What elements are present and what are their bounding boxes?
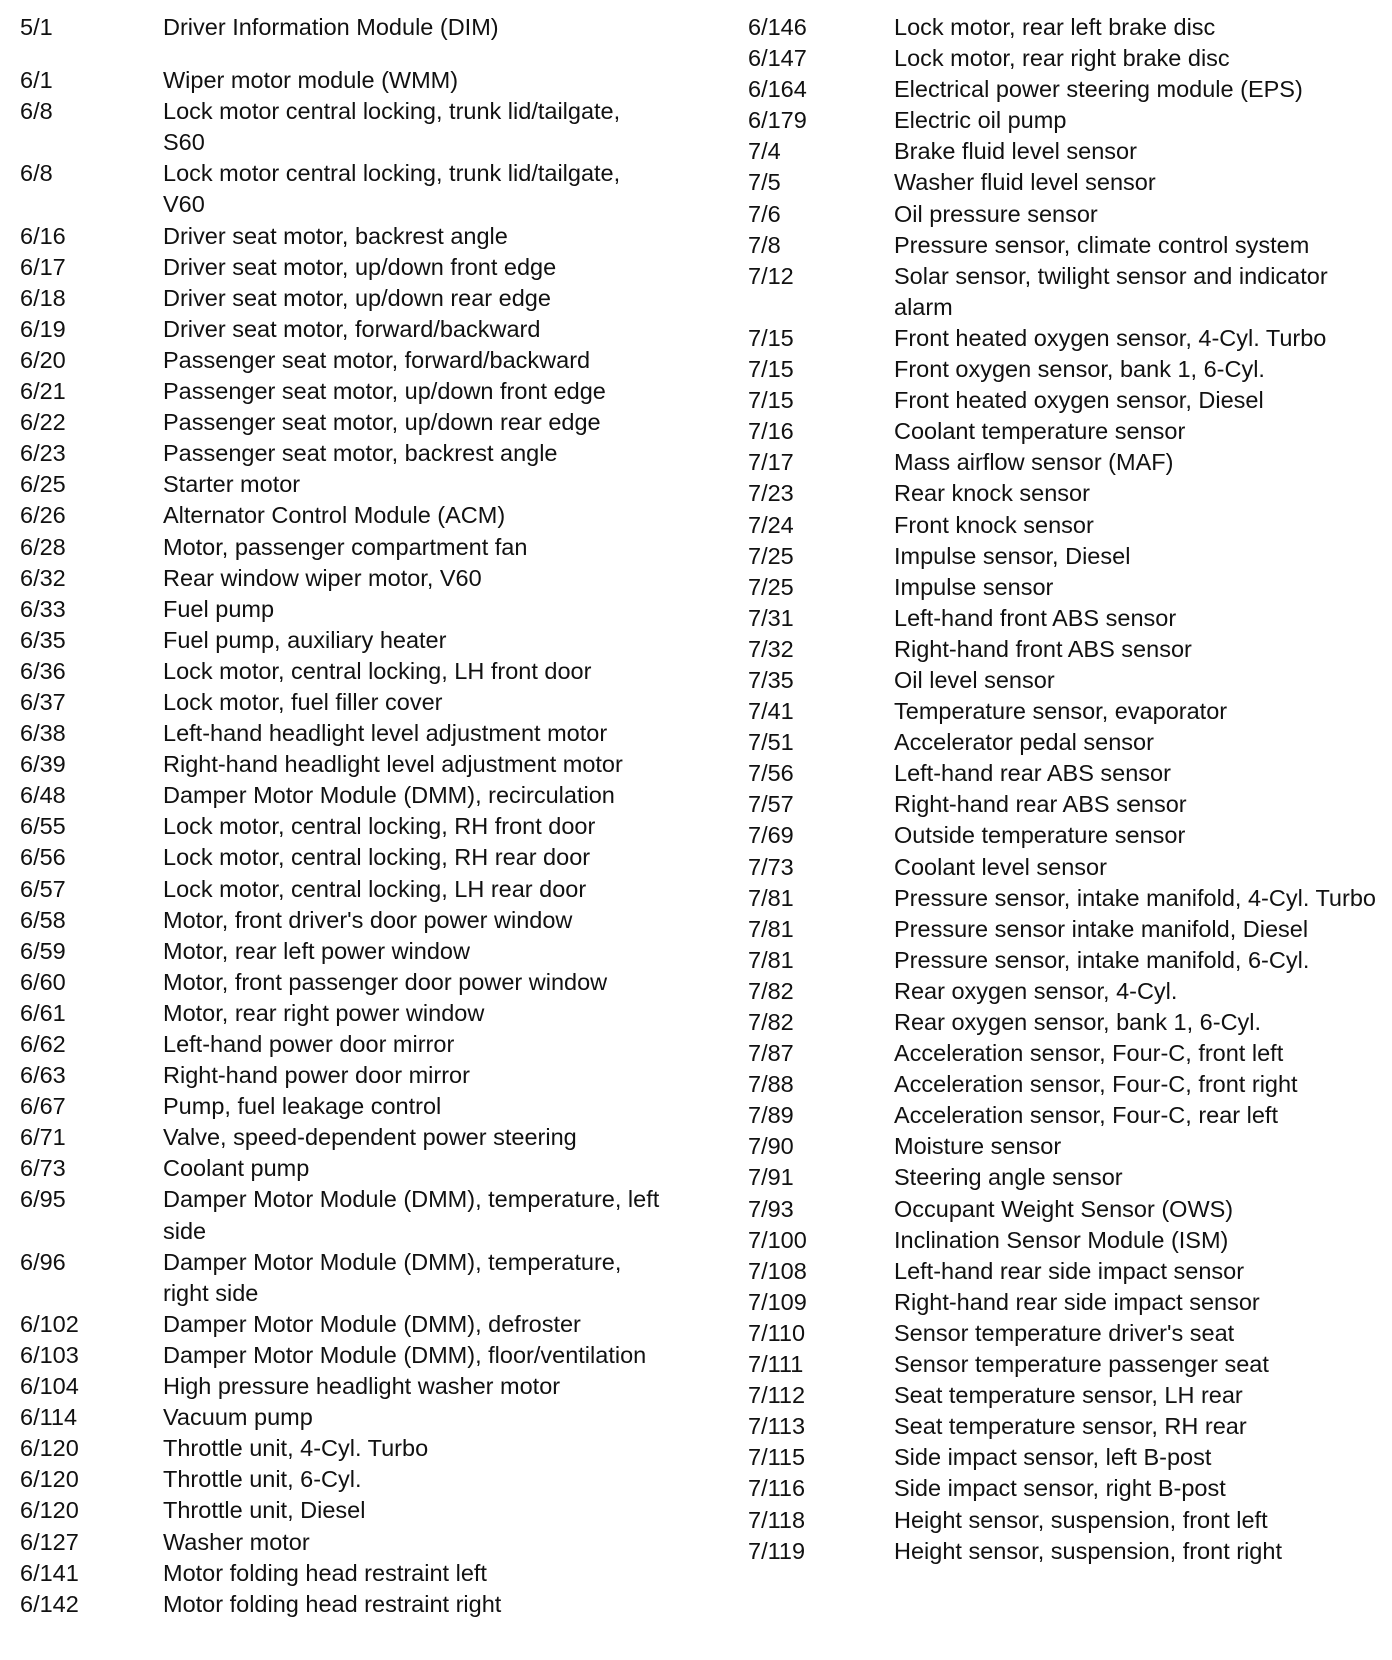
component-row <box>748 1411 1388 1442</box>
component-row <box>20 656 680 687</box>
component-description: Alternator Control Module (ACM) <box>163 502 506 529</box>
component-code: 6/62 <box>20 1031 66 1057</box>
component-description: Left-hand rear ABS sensor <box>894 760 1171 787</box>
component-code: 7/23 <box>748 480 794 507</box>
component-code: 7/15 <box>748 356 794 383</box>
component-row <box>20 998 680 1029</box>
component-row <box>748 230 1388 261</box>
component-description: Inclination Sensor Module (ISM) <box>894 1226 1229 1253</box>
component-description: Left-hand headlight level adjustment motor <box>163 720 608 747</box>
component-description: Lock motor central locking, trunk lid/tailgate, V60 <box>163 160 621 218</box>
component-description: Steering angle sensor <box>894 1164 1123 1191</box>
component-code: 6/8 <box>20 98 53 125</box>
component-code: 7/87 <box>748 1040 794 1067</box>
component-row <box>20 749 680 780</box>
component-code: 6/33 <box>20 595 66 622</box>
component-code: 7/112 <box>748 1382 806 1409</box>
component-description: Outside temperature sensor <box>894 822 1186 849</box>
component-code: 6/179 <box>748 107 807 134</box>
component-description: Washer motor <box>163 1528 310 1555</box>
component-row <box>748 1442 1388 1473</box>
component-code: 7/16 <box>748 418 794 445</box>
component-code: 6/57 <box>20 875 66 902</box>
component-code: 7/17 <box>748 449 794 476</box>
component-description: Driver seat motor, up/down rear edge <box>163 284 551 311</box>
component-description: Valve, speed-dependent power steering <box>163 1124 577 1151</box>
component-description: Vacuum pump <box>163 1404 313 1431</box>
component-row <box>748 1287 1388 1318</box>
component-code: 7/15 <box>748 324 794 351</box>
component-code: 6/22 <box>20 409 66 436</box>
component-row <box>748 136 1388 167</box>
component-code: 5/1 <box>20 14 53 40</box>
component-code: 6/25 <box>20 471 66 498</box>
component-row <box>748 758 1388 789</box>
component-row <box>20 1495 680 1526</box>
component-code: 7/6 <box>748 200 781 227</box>
component-row <box>748 789 1388 820</box>
component-description: Side impact sensor, right B-post <box>894 1475 1226 1502</box>
component-row <box>20 1402 680 1433</box>
component-description: Driver seat motor, up/down front edge <box>163 253 557 280</box>
component-row <box>748 976 1388 1007</box>
component-description: Height sensor, suspension, front right <box>894 1537 1282 1564</box>
component-row <box>748 1349 1388 1380</box>
component-description: Motor, front driver's door power window <box>163 906 573 933</box>
component-code: 6/19 <box>20 315 66 342</box>
component-row <box>748 727 1388 758</box>
component-code: 6/61 <box>20 999 66 1026</box>
component-code: 6/8 <box>20 160 53 187</box>
component-description: Mass airflow sensor (MAF) <box>894 449 1174 476</box>
component-row <box>20 1153 680 1184</box>
component-code: 7/41 <box>748 698 794 725</box>
component-description: Pressure sensor intake manifold, Diesel <box>894 915 1309 942</box>
component-code: 7/73 <box>748 853 794 880</box>
component-code: 7/69 <box>748 822 794 849</box>
component-row <box>748 1380 1388 1411</box>
component-code: 6/147 <box>748 45 807 72</box>
component-description: Wiper motor module (WMM) <box>163 67 459 94</box>
component-row <box>748 696 1388 727</box>
component-code: 6/18 <box>20 284 66 311</box>
component-row <box>748 167 1388 198</box>
component-description: High pressure headlight washer motor <box>163 1373 561 1400</box>
component-description: Height sensor, suspension, front left <box>894 1506 1268 1533</box>
component-description: Sensor temperature driver's seat <box>894 1319 1235 1346</box>
component-description: Motor, rear right power window <box>163 999 485 1026</box>
component-row <box>20 811 680 842</box>
component-description: Rear oxygen sensor, bank 1, 6-Cyl. <box>894 1009 1262 1035</box>
component-row <box>748 1473 1388 1504</box>
component-description: Driver Information Module (DIM) <box>163 14 499 40</box>
component-code: 6/127 <box>20 1528 79 1555</box>
component-code: 7/4 <box>748 138 781 165</box>
component-row <box>20 718 680 749</box>
component-row <box>20 65 680 96</box>
component-row <box>748 478 1388 509</box>
component-row <box>20 874 680 905</box>
component-description: Driver seat motor, backrest angle <box>163 222 508 249</box>
component-code: 7/91 <box>748 1164 794 1191</box>
component-code: 7/51 <box>748 729 794 756</box>
component-row <box>748 385 1388 416</box>
component-code: 7/81 <box>748 915 794 942</box>
component-code: 6/142 <box>20 1590 79 1617</box>
component-code: 7/12 <box>748 262 794 289</box>
component-row <box>20 96 680 158</box>
component-row <box>748 105 1388 136</box>
component-code: 6/114 <box>20 1404 78 1431</box>
component-row <box>20 1091 680 1122</box>
component-row <box>748 1162 1388 1193</box>
component-code: 6/71 <box>20 1124 66 1151</box>
component-code: 6/48 <box>20 782 66 809</box>
component-description: Motor, rear left power window <box>163 937 470 964</box>
component-description: Moisture sensor <box>894 1133 1062 1160</box>
component-code: 6/96 <box>20 1248 66 1275</box>
component-description: Damper Motor Module (DMM), temperature, right side <box>163 1248 622 1306</box>
component-code: 7/89 <box>748 1102 794 1129</box>
component-code: 6/120 <box>20 1435 79 1462</box>
component-description: Motor, front passenger door power window <box>163 968 608 995</box>
component-row <box>20 780 680 811</box>
component-code: 6/39 <box>20 751 66 778</box>
component-description: Left-hand power door mirror <box>163 1031 455 1057</box>
component-description: Pressure sensor, climate control system <box>894 231 1310 258</box>
component-description: Fuel pump, auxiliary heater <box>163 626 447 653</box>
component-code: 7/100 <box>748 1226 807 1253</box>
component-code: 7/113 <box>748 1413 806 1440</box>
component-description: Right-hand rear side impact sensor <box>894 1288 1260 1315</box>
component-description: Impulse sensor <box>894 573 1054 600</box>
component-description: Side impact sensor, left B-post <box>894 1444 1212 1471</box>
component-row <box>20 1433 680 1464</box>
component-row <box>20 967 680 998</box>
component-code: 6/36 <box>20 657 66 684</box>
component-description: Electrical power steering module (EPS) <box>894 76 1303 103</box>
component-code: 7/81 <box>748 884 794 911</box>
component-code: 6/59 <box>20 937 66 964</box>
component-description: Lock motor, central locking, RH rear door <box>163 844 591 871</box>
component-row <box>20 12 680 43</box>
component-description: Coolant level sensor <box>894 853 1107 880</box>
component-description: Front oxygen sensor, bank 1, 6-Cyl. <box>894 356 1265 383</box>
component-code: 7/31 <box>748 604 794 631</box>
component-code: 6/28 <box>20 533 66 560</box>
component-row <box>20 1527 680 1558</box>
component-code: 7/8 <box>748 231 781 258</box>
component-description: Front knock sensor <box>894 511 1094 538</box>
component-code: 7/32 <box>748 635 794 662</box>
component-description: Motor, passenger compartment fan <box>163 533 528 560</box>
component-row <box>20 563 680 594</box>
component-description: Damper Motor Module (DMM), temperature, left side <box>163 1186 660 1244</box>
component-description: Lock motor, rear right brake disc <box>894 45 1230 72</box>
component-description: Lock motor central locking, trunk lid/tailgate, S60 <box>163 98 621 156</box>
component-code: 6/104 <box>20 1373 79 1400</box>
component-code: 7/90 <box>748 1133 794 1160</box>
component-description: Seat temperature sensor, RH rear <box>894 1413 1247 1440</box>
component-code: 7/24 <box>748 511 794 538</box>
component-code: 7/57 <box>748 791 794 818</box>
component-row <box>748 1069 1388 1100</box>
component-row <box>748 1038 1388 1069</box>
component-description: Driver seat motor, forward/backward <box>163 315 541 342</box>
component-row <box>748 1505 1388 1536</box>
component-code: 6/73 <box>20 1155 66 1182</box>
component-row <box>20 376 680 407</box>
component-row <box>20 1464 680 1495</box>
component-row <box>20 1060 680 1091</box>
component-row <box>748 883 1388 914</box>
component-code: 6/16 <box>20 222 66 249</box>
component-row <box>20 1340 680 1371</box>
component-description: Solar sensor, twilight sensor and indicator alarm <box>894 262 1328 320</box>
component-row <box>20 532 680 563</box>
component-list-left <box>20 12 680 1620</box>
component-row <box>20 1247 680 1309</box>
component-row <box>748 447 1388 478</box>
component-description: Throttle unit, Diesel <box>163 1497 366 1524</box>
component-description: Passenger seat motor, up/down rear edge <box>163 409 601 436</box>
component-code: 6/21 <box>20 378 66 405</box>
component-description: Passenger seat motor, backrest angle <box>163 440 558 467</box>
component-description: Rear oxygen sensor, 4-Cyl. <box>894 977 1178 1004</box>
component-description: Occupant Weight Sensor (OWS) <box>894 1195 1234 1222</box>
component-row <box>748 1536 1388 1567</box>
component-code: 6/146 <box>748 14 807 40</box>
component-row <box>20 1184 680 1246</box>
component-row <box>20 469 680 500</box>
component-description: Passenger seat motor, up/down front edge <box>163 378 606 405</box>
component-code: 6/32 <box>20 564 66 591</box>
component-code: 7/82 <box>748 1009 794 1035</box>
component-row <box>748 1256 1388 1287</box>
component-description: Acceleration sensor, Four-C, rear left <box>894 1102 1278 1129</box>
component-row <box>20 1558 680 1589</box>
component-description: Pump, fuel leakage control <box>163 1093 442 1120</box>
component-description: Damper Motor Module (DMM), floor/ventilation <box>163 1341 647 1368</box>
component-row <box>748 1318 1388 1349</box>
component-description: Brake fluid level sensor <box>894 138 1137 165</box>
component-description: Starter motor <box>163 471 301 498</box>
component-row <box>20 842 680 873</box>
component-description: Front heated oxygen sensor, Diesel <box>894 387 1264 414</box>
component-code: 7/5 <box>748 169 781 196</box>
component-code: 7/111 <box>748 1351 804 1378</box>
component-row <box>748 510 1388 541</box>
component-row <box>748 603 1388 634</box>
component-row <box>748 74 1388 105</box>
component-description: Passenger seat motor, forward/backward <box>163 346 591 373</box>
component-code: 7/116 <box>748 1475 806 1502</box>
component-row <box>748 199 1388 230</box>
component-description: Oil pressure sensor <box>894 200 1098 227</box>
component-row <box>748 820 1388 851</box>
component-description: Left-hand rear side impact sensor <box>894 1257 1245 1284</box>
component-row <box>20 252 680 283</box>
component-code: 7/56 <box>748 760 794 787</box>
component-code: 6/103 <box>20 1341 79 1368</box>
component-description: Throttle unit, 6-Cyl. <box>163 1466 362 1493</box>
component-description: Rear window wiper motor, V60 <box>163 564 482 591</box>
component-description: Right-hand power door mirror <box>163 1062 470 1089</box>
component-row <box>20 221 680 252</box>
component-row <box>20 283 680 314</box>
component-description: Lock motor, central locking, LH front door <box>163 657 592 684</box>
component-row <box>748 852 1388 883</box>
component-code: 6/35 <box>20 626 66 653</box>
component-code: 6/120 <box>20 1466 79 1493</box>
component-code: 7/25 <box>748 542 794 569</box>
component-row <box>748 416 1388 447</box>
component-row <box>20 1371 680 1402</box>
component-code: 7/108 <box>748 1257 807 1284</box>
component-row <box>20 936 680 967</box>
component-row <box>748 541 1388 572</box>
component-description: Damper Motor Module (DMM), defroster <box>163 1310 581 1337</box>
component-code: 7/88 <box>748 1071 794 1098</box>
component-code: 7/109 <box>748 1288 807 1315</box>
component-description: Coolant pump <box>163 1155 310 1182</box>
component-row <box>748 43 1388 74</box>
component-row <box>748 1007 1388 1038</box>
component-row <box>20 314 680 345</box>
component-description: Rear knock sensor <box>894 480 1090 507</box>
component-code: 7/82 <box>748 977 794 1004</box>
component-description: Motor folding head restraint right <box>163 1590 502 1617</box>
component-row <box>748 354 1388 385</box>
component-description: Left-hand front ABS sensor <box>894 604 1177 631</box>
component-code: 6/37 <box>20 688 66 715</box>
component-row <box>20 500 680 531</box>
component-code: 6/67 <box>20 1093 66 1120</box>
component-code: 6/26 <box>20 502 66 529</box>
component-row <box>748 572 1388 603</box>
component-row <box>20 594 680 625</box>
component-row <box>748 1194 1388 1225</box>
component-description: Pressure sensor, intake manifold, 6-Cyl. <box>894 946 1310 973</box>
component-code: 6/95 <box>20 1186 66 1213</box>
component-code: 6/120 <box>20 1497 79 1524</box>
component-row <box>748 665 1388 696</box>
component-row <box>748 1225 1388 1256</box>
component-code: 6/141 <box>20 1559 79 1586</box>
component-row <box>20 1029 680 1060</box>
component-description: Fuel pump <box>163 595 275 622</box>
component-code: 7/93 <box>748 1195 794 1222</box>
component-description: Right-hand front ABS sensor <box>894 635 1192 662</box>
component-code: 6/55 <box>20 813 66 840</box>
component-row <box>20 1309 680 1340</box>
component-code: 7/81 <box>748 946 794 973</box>
component-description: Washer fluid level sensor <box>894 169 1156 196</box>
component-code: 6/38 <box>20 720 66 747</box>
component-row <box>20 687 680 718</box>
component-code: 7/110 <box>748 1319 806 1346</box>
component-description: Throttle unit, 4-Cyl. Turbo <box>163 1435 429 1462</box>
component-description: Motor folding head restraint left <box>163 1559 487 1586</box>
component-description: Sensor temperature passenger seat <box>894 1351 1269 1378</box>
component-description: Lock motor, rear left brake disc <box>894 14 1216 40</box>
component-description: Lock motor, central locking, RH front door <box>163 813 596 840</box>
component-row <box>20 905 680 936</box>
component-code: 6/102 <box>20 1310 79 1337</box>
component-description: Temperature sensor, evaporator <box>894 698 1228 725</box>
component-code: 7/119 <box>748 1537 806 1564</box>
component-code: 6/1 <box>20 67 53 94</box>
component-code: 7/35 <box>748 666 794 693</box>
component-code: 6/164 <box>748 76 807 103</box>
component-row <box>748 945 1388 976</box>
component-row <box>20 407 680 438</box>
component-row <box>748 1100 1388 1131</box>
component-description: Oil level sensor <box>894 666 1055 693</box>
component-row <box>748 323 1388 354</box>
component-code: 6/20 <box>20 346 66 373</box>
component-code: 7/115 <box>748 1444 806 1471</box>
component-description: Acceleration sensor, Four-C, front right <box>894 1071 1298 1098</box>
component-description: Front heated oxygen sensor, 4-Cyl. Turbo <box>894 324 1327 351</box>
component-row <box>20 438 680 469</box>
component-code: 7/25 <box>748 573 794 600</box>
component-code: 6/58 <box>20 906 66 933</box>
component-row <box>748 634 1388 665</box>
component-code: 6/17 <box>20 253 66 280</box>
component-description: Right-hand rear ABS sensor <box>894 791 1187 818</box>
component-row <box>748 1131 1388 1162</box>
component-row <box>748 12 1388 43</box>
component-row <box>20 1589 680 1620</box>
component-description: Lock motor, fuel filler cover <box>163 688 443 715</box>
component-row <box>20 345 680 376</box>
component-code: 6/23 <box>20 440 66 467</box>
component-description: Impulse sensor, Diesel <box>894 542 1131 569</box>
component-code: 7/15 <box>748 387 794 414</box>
component-code: 6/63 <box>20 1062 66 1089</box>
component-row <box>20 1122 680 1153</box>
component-description: Coolant temperature sensor <box>894 418 1186 445</box>
component-description: Accelerator pedal sensor <box>894 729 1154 756</box>
component-row <box>20 625 680 656</box>
component-description: Lock motor, central locking, LH rear door <box>163 875 587 902</box>
component-code: 6/56 <box>20 844 66 871</box>
component-description: Electric oil pump <box>894 107 1067 134</box>
component-description: Pressure sensor, intake manifold, 4-Cyl. Turbo <box>894 884 1376 911</box>
component-description: Right-hand headlight level adjustment motor <box>163 751 623 778</box>
component-row <box>748 914 1388 945</box>
component-code: 7/118 <box>748 1506 806 1533</box>
component-row <box>20 158 680 220</box>
component-list-right <box>748 12 1388 1567</box>
component-description: Acceleration sensor, Four-C, front left <box>894 1040 1284 1067</box>
group-spacer <box>20 43 680 65</box>
component-description: Damper Motor Module (DMM), recirculation <box>163 782 615 809</box>
component-description: Seat temperature sensor, LH rear <box>894 1382 1243 1409</box>
component-code: 6/60 <box>20 968 66 995</box>
component-row <box>748 261 1388 323</box>
